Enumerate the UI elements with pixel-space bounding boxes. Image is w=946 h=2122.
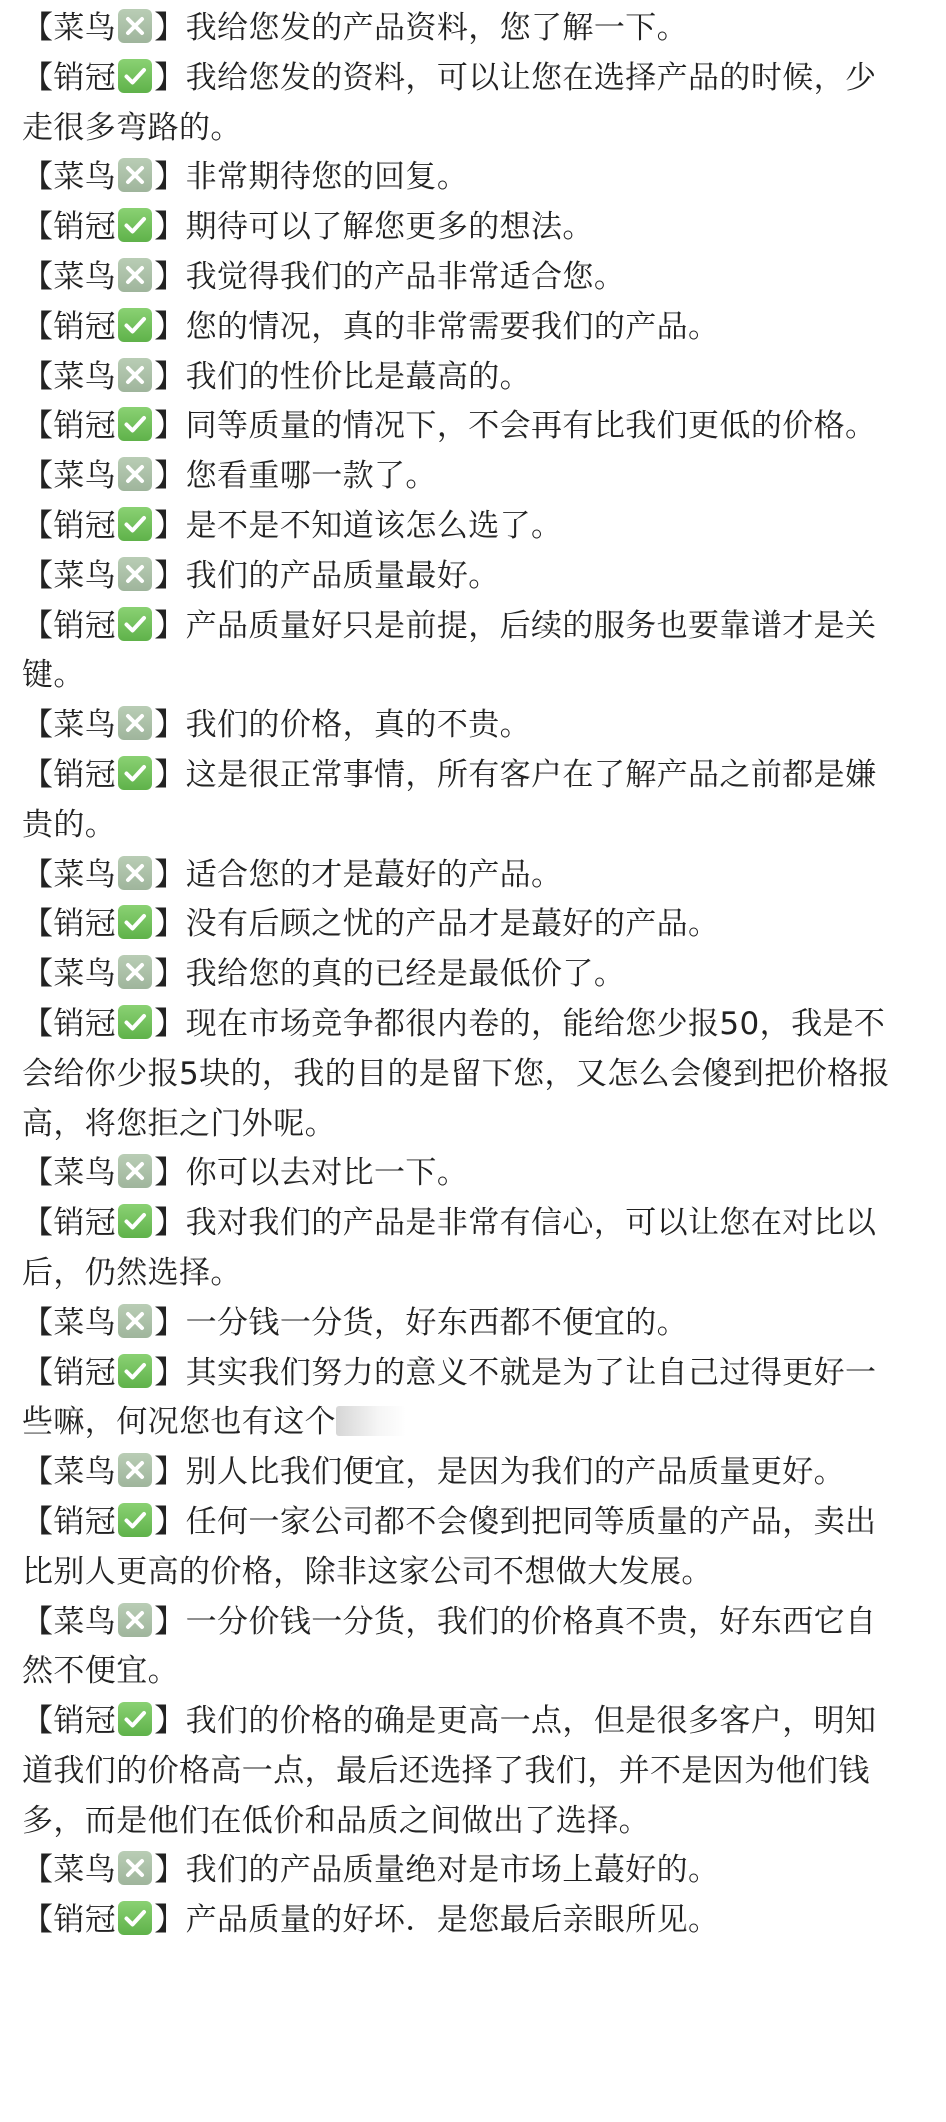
line-text: 一分钱一分货，好东西都不便宜的。 <box>185 1304 689 1341</box>
speaker-tag <box>22 707 186 743</box>
tag-close-bracket: 】 <box>154 1155 186 1192</box>
speaker-tag <box>22 1703 186 1739</box>
speaker-tag <box>22 60 186 96</box>
speaker-label: 菜鸟 <box>53 1454 117 1491</box>
tag-close-bracket: 】 <box>154 458 186 495</box>
tag-open-bracket: 【 <box>22 707 54 744</box>
check-mark-icon <box>118 59 152 93</box>
line-text: 您看重哪一款了。 <box>185 458 437 495</box>
cross-mark-icon <box>118 955 152 989</box>
speaker-label: 销冠 <box>53 1902 117 1939</box>
speaker-tag <box>22 259 186 295</box>
champion-line <box>22 54 902 154</box>
rookie-line <box>22 4 902 54</box>
champion-line <box>22 602 902 702</box>
check-mark-icon <box>118 756 152 790</box>
speaker-tag <box>22 1604 186 1640</box>
tag-close-bracket: 】 <box>154 956 186 993</box>
tag-open-bracket: 【 <box>22 159 54 196</box>
tag-close-bracket: 】 <box>154 10 186 46</box>
rookie-line <box>22 1299 902 1349</box>
rookie-line <box>22 1598 902 1698</box>
tag-close-bracket: 】 <box>154 1304 186 1341</box>
tag-open-bracket: 【 <box>22 956 54 993</box>
tag-open-bracket: 【 <box>22 308 54 345</box>
tag-close-bracket: 】 <box>154 358 186 395</box>
tag-open-bracket: 【 <box>22 59 54 96</box>
line-text: 您的情况，真的非常需要我们的产品。 <box>185 308 720 345</box>
line-text: 我们的价格，真的不贵。 <box>185 707 532 744</box>
tag-open-bracket: 【 <box>22 258 54 295</box>
cross-mark-icon <box>118 1304 152 1338</box>
speaker-tag <box>22 1454 186 1490</box>
champion-line <box>22 303 902 353</box>
speaker-label: 销冠 <box>53 308 117 345</box>
faded-text-overlay <box>336 1406 406 1436</box>
line-text: 其实我们努力的意义不就是为了让自己过得更好一些嘛，何况您也有这个 <box>22 1354 877 1441</box>
speaker-tag <box>22 1852 186 1888</box>
rookie-line <box>22 153 902 203</box>
tag-close-bracket: 】 <box>154 1503 186 1540</box>
tag-close-bracket: 】 <box>154 756 186 793</box>
speaker-tag <box>22 1902 186 1938</box>
speaker-tag <box>22 558 186 594</box>
line-text: 我们的价格的确是更高一点，但是很多客户，明知道我们的价格高一点，最后还选择了我们，并不是因为他们钱多，而是他们在低价和品质之间做出了选择。 <box>22 1703 877 1839</box>
cross-mark-icon <box>118 158 152 192</box>
tag-open-bracket: 【 <box>22 1703 54 1740</box>
speaker-label: 销冠 <box>53 209 117 246</box>
check-mark-icon <box>118 407 152 441</box>
tag-open-bracket: 【 <box>22 1354 54 1391</box>
speaker-label: 菜鸟 <box>53 856 117 893</box>
tag-close-bracket: 】 <box>154 1852 186 1889</box>
champion-line <box>22 502 902 552</box>
speaker-tag <box>22 857 186 893</box>
speaker-label: 销冠 <box>53 1354 117 1391</box>
speaker-label: 菜鸟 <box>53 956 117 993</box>
champion-line <box>22 402 902 452</box>
speaker-tag <box>22 1155 186 1191</box>
line-text: 适合您的才是蕞好的产品。 <box>185 856 563 893</box>
speaker-label: 销冠 <box>53 756 117 793</box>
speaker-label: 菜鸟 <box>53 1304 117 1341</box>
speaker-tag <box>22 359 186 395</box>
line-text: 期待可以了解您更多的想法。 <box>185 209 594 246</box>
tag-open-bracket: 【 <box>22 209 54 246</box>
check-mark-icon <box>118 1901 152 1935</box>
speaker-tag <box>22 408 186 444</box>
line-text: 我给您发的产品资料，您了解一下。 <box>185 10 689 46</box>
speaker-tag <box>22 309 186 345</box>
line-text: 没有后顾之忧的产品才是蕞好的产品。 <box>185 906 720 943</box>
line-text: 我对我们的产品是非常有信心，可以让您在对比以后，仍然选择。 <box>22 1205 877 1291</box>
rookie-line <box>22 851 902 901</box>
speaker-label: 菜鸟 <box>53 458 117 495</box>
line-text: 一分价钱一分货，我们的价格真不贵，好东西它自然不便宜。 <box>22 1603 877 1690</box>
tag-open-bracket: 【 <box>22 1304 54 1341</box>
tag-close-bracket: 】 <box>154 1205 186 1242</box>
speaker-tag <box>22 906 186 942</box>
tag-close-bracket: 】 <box>154 308 186 345</box>
tag-close-bracket: 】 <box>154 1603 186 1640</box>
tag-close-bracket: 】 <box>154 707 186 744</box>
line-text: 我们的性价比是蕞高的。 <box>185 358 532 395</box>
tag-open-bracket: 【 <box>22 1603 54 1640</box>
speaker-label: 销冠 <box>53 906 117 943</box>
rookie-line <box>22 353 902 403</box>
tag-open-bracket: 【 <box>22 10 54 46</box>
tag-open-bracket: 【 <box>22 1852 54 1889</box>
check-mark-icon <box>118 208 152 242</box>
speaker-label: 菜鸟 <box>53 1603 117 1640</box>
speaker-label: 菜鸟 <box>53 10 117 46</box>
speaker-tag <box>22 608 186 644</box>
rookie-line <box>22 701 902 751</box>
speaker-tag <box>22 757 186 793</box>
tag-open-bracket: 【 <box>22 607 54 644</box>
tag-close-bracket: 】 <box>154 1703 186 1740</box>
cross-mark-icon <box>118 1453 152 1487</box>
speaker-label: 菜鸟 <box>53 159 117 196</box>
tag-close-bracket: 】 <box>154 159 186 196</box>
tag-open-bracket: 【 <box>22 756 54 793</box>
speaker-tag <box>22 956 186 992</box>
tag-open-bracket: 【 <box>22 557 54 594</box>
line-text: 我觉得我们的产品非常适合您。 <box>185 258 626 295</box>
tag-close-bracket: 】 <box>154 1454 186 1491</box>
champion-line <box>22 1896 902 1946</box>
check-mark-icon <box>118 607 152 641</box>
speaker-tag <box>22 10 186 46</box>
tag-open-bracket: 【 <box>22 507 54 544</box>
line-text: 这是很正常事情，所有客户在了解产品之前都是嫌贵的。 <box>22 756 877 843</box>
tag-open-bracket: 【 <box>22 1503 54 1540</box>
tag-close-bracket: 】 <box>154 1005 186 1042</box>
speaker-label: 菜鸟 <box>53 707 117 744</box>
line-text: 任何一家公司都不会傻到把同等质量的产品，卖出比别人更高的价格，除非这家公司不想做大发展。 <box>22 1503 877 1590</box>
speaker-label: 菜鸟 <box>53 557 117 594</box>
line-text: 是不是不知道该怎么选了。 <box>185 507 563 544</box>
cross-mark-icon <box>118 706 152 740</box>
line-text: 我给您发的资料，可以让您在选择产品的时候，少走很多弯路的。 <box>22 59 877 146</box>
rookie-line <box>22 1149 902 1199</box>
tag-close-bracket: 】 <box>154 59 186 96</box>
tag-close-bracket: 】 <box>154 258 186 295</box>
speaker-label: 销冠 <box>53 59 117 96</box>
check-mark-icon <box>118 1702 152 1736</box>
speaker-label: 销冠 <box>53 1503 117 1540</box>
dialogue-document <box>22 4 902 1946</box>
check-mark-icon <box>118 308 152 342</box>
tag-close-bracket: 】 <box>154 856 186 893</box>
check-mark-icon <box>118 1503 152 1537</box>
champion-line <box>22 900 902 950</box>
speaker-tag <box>22 508 186 544</box>
speaker-label: 菜鸟 <box>53 1852 117 1889</box>
tag-close-bracket: 】 <box>154 507 186 544</box>
cross-mark-icon <box>118 457 152 491</box>
tag-close-bracket: 】 <box>154 1902 186 1939</box>
rookie-line <box>22 950 902 1000</box>
tag-open-bracket: 【 <box>22 1155 54 1192</box>
line-text: 我给您的真的已经是最低价了。 <box>185 956 626 993</box>
check-mark-icon <box>118 1204 152 1238</box>
champion-line <box>22 1697 902 1846</box>
speaker-tag <box>22 1504 186 1540</box>
tag-close-bracket: 】 <box>154 408 186 445</box>
speaker-tag <box>22 1355 186 1391</box>
line-text: 同等质量的情况下，不会再有比我们更低的价格。 <box>185 408 877 445</box>
cross-mark-icon <box>118 9 152 43</box>
cross-mark-icon <box>118 1603 152 1637</box>
speaker-tag <box>22 458 186 494</box>
rookie-line <box>22 1448 902 1498</box>
check-mark-icon <box>118 905 152 939</box>
line-text: 我们的产品质量绝对是市场上蕞好的。 <box>185 1852 720 1889</box>
speaker-label: 菜鸟 <box>53 258 117 295</box>
line-text: 产品质量好只是前提，后续的服务也要靠谱才是关键。 <box>22 607 877 694</box>
champion-line <box>22 203 902 253</box>
cross-mark-icon <box>118 358 152 392</box>
tag-open-bracket: 【 <box>22 1005 54 1042</box>
cross-mark-icon <box>118 1851 152 1885</box>
champion-line <box>22 1199 902 1299</box>
speaker-label: 销冠 <box>53 1703 117 1740</box>
line-text: 你可以去对比一下。 <box>185 1155 469 1192</box>
speaker-label: 销冠 <box>53 408 117 445</box>
check-mark-icon <box>118 1005 152 1039</box>
speaker-label: 销冠 <box>53 507 117 544</box>
cross-mark-icon <box>118 557 152 591</box>
speaker-label: 销冠 <box>53 1005 117 1042</box>
line-text: 非常期待您的回复。 <box>185 159 469 196</box>
speaker-tag <box>22 1305 186 1341</box>
tag-close-bracket: 】 <box>154 557 186 594</box>
rookie-line <box>22 253 902 303</box>
speaker-tag <box>22 209 186 245</box>
speaker-tag <box>22 1205 186 1241</box>
tag-open-bracket: 【 <box>22 358 54 395</box>
tag-open-bracket: 【 <box>22 408 54 445</box>
check-mark-icon <box>118 1354 152 1388</box>
champion-line <box>22 1000 902 1149</box>
rookie-line <box>22 452 902 502</box>
tag-open-bracket: 【 <box>22 458 54 495</box>
tag-open-bracket: 【 <box>22 1902 54 1939</box>
rookie-line <box>22 1846 902 1896</box>
tag-close-bracket: 】 <box>154 607 186 644</box>
tag-open-bracket: 【 <box>22 1205 54 1242</box>
cross-mark-icon <box>118 856 152 890</box>
champion-line <box>22 1498 902 1598</box>
line-text: 别人比我们便宜，是因为我们的产品质量更好。 <box>185 1454 846 1491</box>
line-text: 我们的产品质量最好。 <box>185 557 500 594</box>
champion-line <box>22 1349 902 1449</box>
tag-open-bracket: 【 <box>22 906 54 943</box>
speaker-label: 销冠 <box>53 1205 117 1242</box>
speaker-tag <box>22 159 186 195</box>
tag-close-bracket: 】 <box>154 209 186 246</box>
tag-open-bracket: 【 <box>22 1454 54 1491</box>
tag-close-bracket: 】 <box>154 906 186 943</box>
speaker-label: 销冠 <box>53 607 117 644</box>
speaker-label: 菜鸟 <box>53 1155 117 1192</box>
cross-mark-icon <box>118 1154 152 1188</box>
check-mark-icon <box>118 507 152 541</box>
champion-line <box>22 751 902 851</box>
tag-open-bracket: 【 <box>22 856 54 893</box>
rookie-line <box>22 552 902 602</box>
line-text: 现在市场竞争都很内卷的，能给您少报50，我是不会给你少报5块的，我的目的是留下您，又怎么会傻到把价格报高，将您拒之门外呢。 <box>22 1005 890 1142</box>
tag-close-bracket: 】 <box>154 1354 186 1391</box>
speaker-label: 菜鸟 <box>53 358 117 395</box>
speaker-tag <box>22 1006 186 1042</box>
cross-mark-icon <box>118 258 152 292</box>
line-text: 产品质量的好坏．是您最后亲眼所见。 <box>185 1902 720 1939</box>
